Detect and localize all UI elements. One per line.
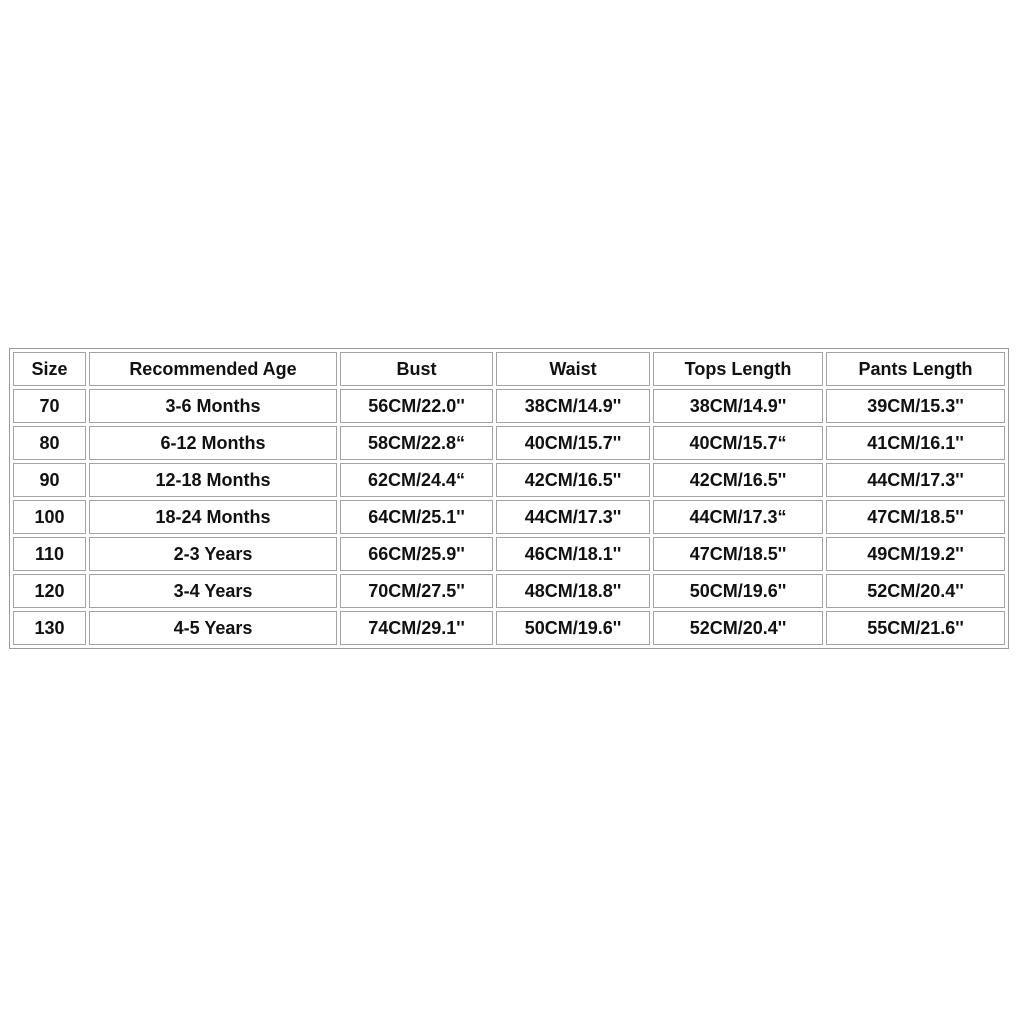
table-header-row [13,352,1005,386]
cell-tops-length: 47CM/18.5'' [653,537,823,571]
table-row [13,537,1005,571]
cell-recommended-age: 6-12 Months [89,426,337,460]
cell-bust: 74CM/29.1'' [340,611,493,645]
cell-tops-length: 40CM/15.7“ [653,426,823,460]
cell-size: 120 [13,574,86,608]
cell-recommended-age: 3-4 Years [89,574,337,608]
cell-tops-length: 50CM/19.6'' [653,574,823,608]
table-row [13,463,1005,497]
cell-bust: 56CM/22.0'' [340,389,493,423]
cell-size: 80 [13,426,86,460]
header-recommended-age: Recommended Age [89,352,337,386]
cell-tops-length: 42CM/16.5'' [653,463,823,497]
cell-waist: 44CM/17.3'' [496,500,650,534]
header-waist: Waist [496,352,650,386]
cell-pants-length: 47CM/18.5'' [826,500,1005,534]
cell-waist: 46CM/18.1'' [496,537,650,571]
table-row [13,500,1005,534]
cell-pants-length: 41CM/16.1'' [826,426,1005,460]
header-bust: Bust [340,352,493,386]
cell-tops-length: 44CM/17.3“ [653,500,823,534]
cell-waist: 38CM/14.9'' [496,389,650,423]
cell-pants-length: 39CM/15.3'' [826,389,1005,423]
cell-recommended-age: 12-18 Months [89,463,337,497]
cell-pants-length: 49CM/19.2'' [826,537,1005,571]
cell-recommended-age: 4-5 Years [89,611,337,645]
header-size: Size [13,352,86,386]
cell-bust: 62CM/24.4“ [340,463,493,497]
cell-bust: 64CM/25.1'' [340,500,493,534]
cell-size: 110 [13,537,86,571]
cell-size: 130 [13,611,86,645]
cell-size: 90 [13,463,86,497]
table-row [13,426,1005,460]
cell-size: 70 [13,389,86,423]
cell-pants-length: 52CM/20.4'' [826,574,1005,608]
cell-bust: 66CM/25.9'' [340,537,493,571]
cell-bust: 58CM/22.8“ [340,426,493,460]
cell-recommended-age: 18-24 Months [89,500,337,534]
size-chart-table [9,348,1009,649]
cell-tops-length: 52CM/20.4'' [653,611,823,645]
table-row [13,574,1005,608]
cell-waist: 42CM/16.5'' [496,463,650,497]
cell-waist: 50CM/19.6'' [496,611,650,645]
header-tops-length: Tops Length [653,352,823,386]
table-row [13,611,1005,645]
cell-size: 100 [13,500,86,534]
table-row [13,389,1005,423]
header-pants-length: Pants Length [826,352,1005,386]
cell-pants-length: 55CM/21.6'' [826,611,1005,645]
cell-tops-length: 38CM/14.9'' [653,389,823,423]
cell-pants-length: 44CM/17.3'' [826,463,1005,497]
cell-recommended-age: 2-3 Years [89,537,337,571]
cell-bust: 70CM/27.5'' [340,574,493,608]
cell-waist: 48CM/18.8'' [496,574,650,608]
cell-recommended-age: 3-6 Months [89,389,337,423]
cell-waist: 40CM/15.7'' [496,426,650,460]
